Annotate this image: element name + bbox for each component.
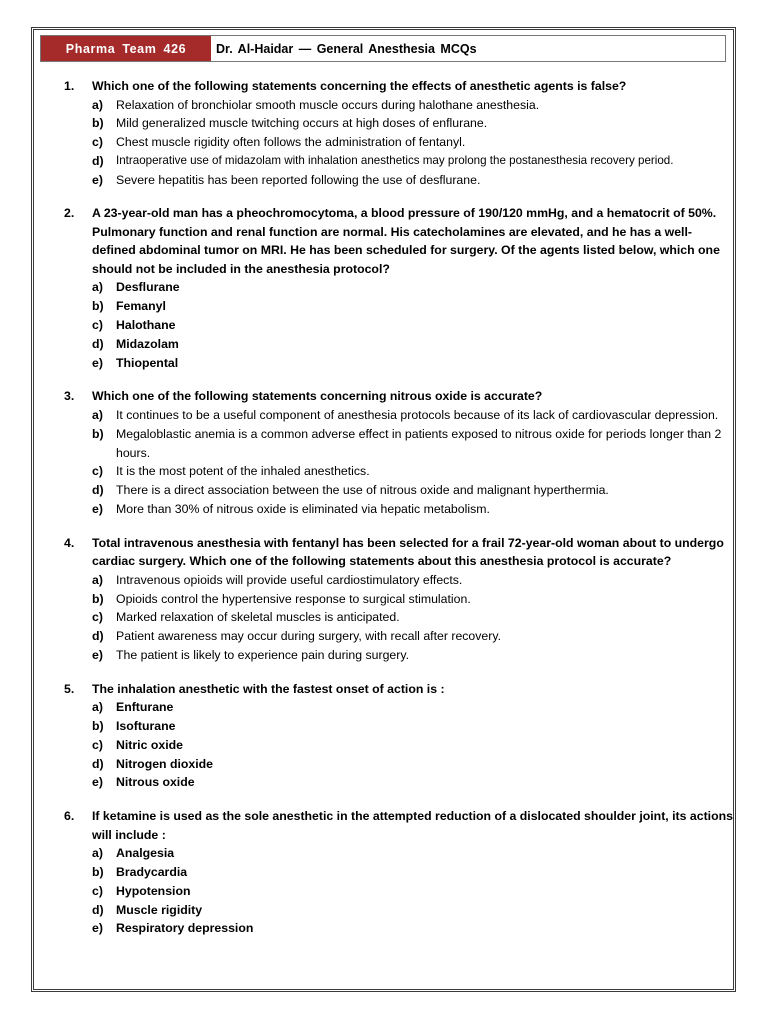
option-letter: d) <box>92 902 104 917</box>
option-letter: c) <box>92 318 103 333</box>
answer-option <box>64 736 734 755</box>
option-text: Thiopental <box>116 355 179 370</box>
answer-option <box>64 882 734 901</box>
option-letter: b) <box>92 591 104 606</box>
answer-option <box>64 354 734 373</box>
question-text: A 23-year-old man has a pheochromocytoma, a blood pressure of 190/120 mmHg, and a hematocrit of 50%. Pulmonary function and renal function are normal. His catecholamines are elevated, and he has a well-defined abdominal tumor on MRI. He has been scheduled for surgery. Of the agents listed below, which one should not be included in the anesthesia protocol? <box>92 206 720 276</box>
option-text: Nitrogen dioxide <box>116 756 214 771</box>
option-letter: d) <box>92 756 104 771</box>
option-text: Desflurane <box>116 280 180 295</box>
answer-option <box>64 316 734 335</box>
option-letter: e) <box>92 921 103 936</box>
option-letter: c) <box>92 883 103 898</box>
option-text: Femanyl <box>116 299 166 314</box>
option-letter: d) <box>92 483 104 498</box>
option-letter: c) <box>92 610 103 625</box>
option-text: Megaloblastic anemia is a common adverse effect in patients exposed to nitrous oxide for periods longer than 2 hours. <box>116 426 722 460</box>
option-text: There is a direct association between the use of nitrous oxide and malignant hyperthermia. <box>116 483 609 498</box>
option-text: Respiratory depression <box>116 921 254 936</box>
question-list <box>64 77 734 953</box>
question-3 <box>64 387 734 518</box>
question-stem <box>64 534 734 571</box>
question-stem <box>64 387 734 406</box>
question-number: 5. <box>64 681 75 696</box>
question-number: 2. <box>64 206 75 221</box>
option-letter: a) <box>92 846 103 861</box>
answer-option <box>64 133 734 152</box>
question-text: Total intravenous anesthesia with fentanyl has been selected for a frail 72-year-old woman about to undergo cardiac surgery. Which one of the following statements about this anesthesia protocol is accurate? <box>92 535 724 569</box>
option-text: Marked relaxation of skeletal muscles is anticipated. <box>116 610 400 625</box>
option-text: Intraoperative use of midazolam with inhalation anesthetics may prolong the postanesthesia recovery period. <box>116 153 674 167</box>
option-text: Halothane <box>116 318 176 333</box>
question-text: Which one of the following statements concerning nitrous oxide is accurate? <box>92 389 543 404</box>
answer-option <box>64 500 734 519</box>
option-letter: c) <box>92 464 103 479</box>
answer-option <box>64 844 734 863</box>
option-text: Nitric oxide <box>116 737 183 752</box>
team-label: Pharma Team 426 <box>41 36 211 61</box>
option-text: It continues to be a useful component of anesthesia protocols because of its lack of cardiovascular depression. <box>116 407 719 422</box>
option-letter: b) <box>92 719 104 734</box>
answer-option <box>64 773 734 792</box>
option-letter: d) <box>92 336 104 351</box>
answer-option <box>64 114 734 133</box>
option-text: The patient is likely to experience pain during surgery. <box>116 647 410 662</box>
option-text: Opioids control the hypertensive response to surgical stimulation. <box>116 591 471 606</box>
option-text: It is the most potent of the inhaled anesthetics. <box>116 464 370 479</box>
page-header <box>40 35 726 62</box>
answer-option <box>64 152 734 171</box>
option-text: Chest muscle rigidity often follows the administration of fentanyl. <box>116 135 466 150</box>
question-stem <box>64 807 734 844</box>
option-letter: b) <box>92 865 104 880</box>
option-text: Isofturane <box>116 719 176 734</box>
option-text: Nitrous oxide <box>116 775 195 790</box>
answer-option <box>64 571 734 590</box>
option-letter: a) <box>92 280 103 295</box>
answer-option <box>64 608 734 627</box>
answer-option <box>64 297 734 316</box>
answer-option <box>64 717 734 736</box>
option-letter: b) <box>92 299 104 314</box>
answer-option <box>64 919 734 938</box>
option-text: Mild generalized muscle twitching occurs at high doses of enflurane. <box>116 116 488 131</box>
option-letter: a) <box>92 572 103 587</box>
option-letter: a) <box>92 407 103 422</box>
option-letter: e) <box>92 775 103 790</box>
question-2 <box>64 204 734 372</box>
option-text: Relaxation of bronchiolar smooth muscle occurs during halothane anesthesia. <box>116 97 540 112</box>
option-letter: a) <box>92 700 103 715</box>
answer-option <box>64 462 734 481</box>
option-text: Midazolam <box>116 336 179 351</box>
answer-option <box>64 646 734 665</box>
question-stem <box>64 77 734 96</box>
answer-option <box>64 406 734 425</box>
option-letter: a) <box>92 97 103 112</box>
option-letter: e) <box>92 647 103 662</box>
question-number: 3. <box>64 389 75 404</box>
answer-option <box>64 698 734 717</box>
answer-option <box>64 627 734 646</box>
answer-option <box>64 171 734 190</box>
option-letter: b) <box>92 116 104 131</box>
option-text: Muscle rigidity <box>116 902 203 917</box>
question-number: 6. <box>64 809 75 824</box>
option-text: Analgesia <box>116 846 175 861</box>
option-letter: b) <box>92 426 104 441</box>
answer-option <box>64 335 734 354</box>
answer-option <box>64 278 734 297</box>
option-letter: c) <box>92 135 103 150</box>
answer-option <box>64 425 734 463</box>
question-stem <box>64 680 734 699</box>
question-text: If ketamine is used as the sole anesthetic in the attempted reduction of a dislocated shoulder joint, its actions will include : <box>92 809 733 842</box>
answer-option <box>64 755 734 774</box>
question-text: Which one of the following statements concerning the effects of anesthetic agents is false? <box>92 79 627 93</box>
option-text: Bradycardia <box>116 865 188 880</box>
option-letter: e) <box>92 172 103 187</box>
answer-option <box>64 590 734 609</box>
question-4 <box>64 534 734 665</box>
option-letter: e) <box>92 501 103 516</box>
question-number: 1. <box>64 79 75 93</box>
option-letter: c) <box>92 737 103 752</box>
answer-option <box>64 481 734 500</box>
option-text: Severe hepatitis has been reported following the use of desflurane. <box>116 172 481 187</box>
question-6 <box>64 807 734 938</box>
option-text: Hypotension <box>116 883 191 898</box>
question-text: The inhalation anesthetic with the fastest onset of action is : <box>92 681 445 696</box>
answer-option <box>64 901 734 920</box>
option-text: Enfturane <box>116 700 174 715</box>
answer-option <box>64 96 734 115</box>
option-letter: e) <box>92 355 103 370</box>
option-text: More than 30% of nitrous oxide is eliminated via hepatic metabolism. <box>116 501 490 516</box>
question-1 <box>64 77 734 189</box>
answer-option <box>64 863 734 882</box>
option-text: Patient awareness may occur during surgery, with recall after recovery. <box>116 629 502 644</box>
option-letter: d) <box>92 629 104 644</box>
option-letter: d) <box>92 153 104 168</box>
question-number: 4. <box>64 535 75 550</box>
question-5 <box>64 680 734 792</box>
question-stem <box>64 204 734 278</box>
document-title: Dr. Al-Haidar — General Anesthesia MCQs <box>211 36 725 61</box>
option-text: Intravenous opioids will provide useful cardiostimulatory effects. <box>116 572 463 587</box>
